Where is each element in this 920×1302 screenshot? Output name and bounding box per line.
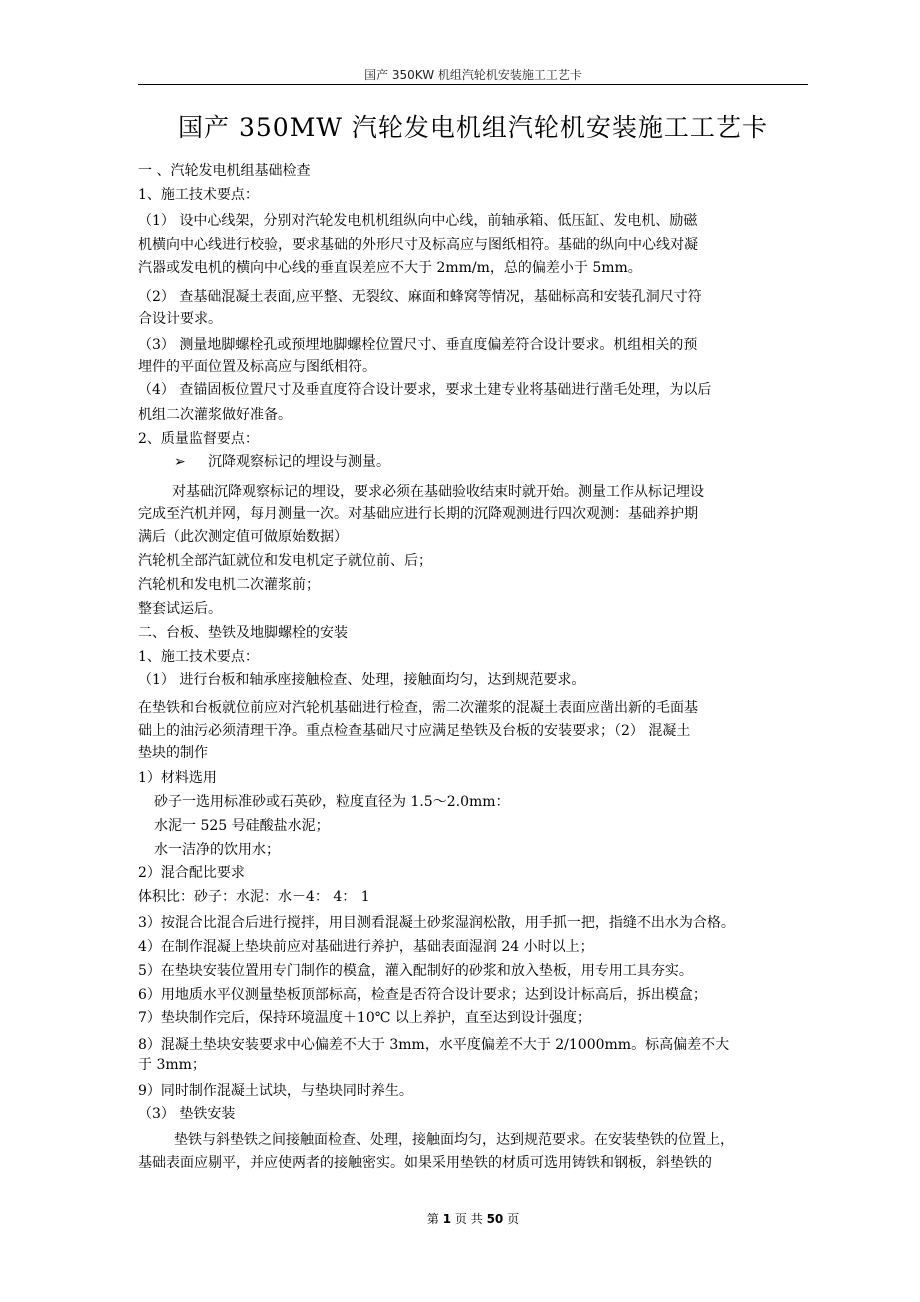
paragraph-line: （3） 测量地脚螺栓孔或预埋地脚螺栓位置尺寸、垂直度偏差符合设计要求。机组相关的预: [138, 337, 698, 353]
footer-prefix: 第: [426, 1212, 439, 1226]
paragraph-line: 在垫铁和台板就位前应对汽轮机基础进行检查，需二次灌浆的混凝土表面应凿出新的毛面基: [138, 700, 698, 716]
paragraph-line: 体积比：砂子：水泥：水－4： 4： 1: [138, 889, 370, 905]
list-item: [138, 1008, 591, 1028]
section-heading: 二、台板、垫铁及地脚螺栓的安装: [138, 625, 348, 641]
page-footer: [138, 1210, 808, 1227]
running-header: 国产 350KW 机组汽轮机安装施工工艺卡: [364, 68, 582, 82]
subsection-heading: 1、施工技术要点：: [138, 187, 259, 203]
paragraph-line: （1） 进行台板和轴承座接触检查、处理，接触面均匀，达到规范要求。: [138, 672, 586, 688]
footer-middle: 页 共: [454, 1212, 483, 1226]
paragraph-line: （2） 查基础混凝土表面,应平整、无裂纹、麻面和蜂窝等情况，基础标高和安装孔洞尺寸符: [138, 289, 702, 305]
paragraph-line: 满后（此次测定值可做原始数据）: [138, 529, 348, 545]
list-heading: 1）材料选用: [138, 770, 217, 786]
paragraph-line: 汽轮机全部汽缸就位和发电机定子就位前、后；: [138, 553, 432, 569]
paragraph-line: 垫块的制作: [138, 745, 208, 761]
list-item: 3）按混合比混合后进行搅拌，用目测看混凝土砂浆湿润松散，用手抓一把，指缝不出水为合格。: [138, 915, 735, 931]
paragraph-line: 基础表面应剔平，并应使两者的接触密实。如果采用垫铁的材质可选用铸铁和钢板，斜垫铁的: [138, 1155, 712, 1171]
paragraph-line: 整套试运后。: [138, 601, 222, 617]
footer-suffix: 页: [507, 1212, 520, 1226]
paragraph-line: 对基础沉降观察标记的埋设，要求必须在基础验收结束时就开始。测量工作从标记埋设: [172, 484, 704, 500]
section-heading: 一 、汽轮发电机组基础检查: [138, 163, 311, 179]
paragraph-line: 机组二次灌浆做好准备。: [138, 407, 292, 423]
paragraph-line: （1） 设中心线架，分别对汽轮发电机机组纵向中心线，前轴承箱、低压缸、发电机、励磁: [138, 213, 698, 229]
subsection-heading: 1、施工技术要点：: [138, 649, 259, 665]
paragraph-line: 合设计要求。: [138, 311, 222, 327]
header-rule: [138, 84, 808, 85]
paragraph-line: 垫铁与斜垫铁之间接触面检查、处理，接触面均匀，达到规范要求。在安装垫铁的位置上，: [174, 1132, 734, 1148]
subsection-heading: （3） 垫铁安装: [138, 1106, 236, 1122]
paragraph-line: 汽器或发电机的横向中心线的垂直误差应不大于 2mm/m，总的偏差小于 5mm。: [138, 260, 642, 276]
list-item: 水泥一 525 号硅酸盐水泥；: [154, 818, 330, 834]
arrow-bullet-icon: ➢: [174, 454, 186, 470]
footer-page-number: 1: [442, 1212, 452, 1226]
list-item: 5）在垫块安装位置用专门制作的模盒，灌入配制好的砂浆和放入垫板，用专用工具夯实。: [138, 963, 693, 979]
list-item: 4）在制作混凝上垫块前应对基础进行养护，基础表面湿润 24 小时以上；: [138, 939, 594, 955]
list-heading: 2）混合配比要求: [138, 865, 245, 881]
list-item: 8）混凝土垫块安装要求中心偏差不大于 3mm，水平度偏差不大于 2/1000mm。标高偏差不大: [138, 1037, 730, 1053]
list-item: 9）同时制作混凝土试块，与垫块同时养生。: [138, 1083, 413, 1099]
bullet-text: 沉降观察标记的埋设与测量。: [208, 454, 390, 470]
paragraph-line: 机横向中心线进行校验，要求基础的外形尺寸及标高应与图纸相符。基础的纵向中心线对凝: [138, 237, 698, 253]
paragraph-line: 础上的油污必须清理干净。重点检查基础尺寸应满足垫铁及台板的安装要求；（2） 混凝土: [138, 723, 691, 739]
list-item: 6）用地质水平仪测量垫板顶部标高，检查是否符合设计要求；达到设计标高后，拆出模盒；: [138, 987, 707, 1003]
list-item: 砂子一选用标准砂或石英砂，粒度直径为 1.5～2.0mm：: [154, 794, 510, 810]
paragraph-line: 完成至汽机并网，每月测量一次。对基础应进行长期的沉降观测进行四次观测：基础养护期: [138, 506, 698, 522]
paragraph-line: 埋件的平面位置及标高应与图纸相符。: [138, 359, 376, 375]
list-item-text: 7）垫块制作完后，保持环境温度＋10: [138, 1010, 375, 1026]
list-item: 于 3mm；: [138, 1057, 206, 1073]
list-item-text-cont: ℃ 以上养护，直至达到设计强度；: [374, 1010, 591, 1026]
paragraph-line: 汽轮机和发电机二次灌浆前；: [138, 577, 320, 593]
document-title: 国产 350MW 汽轮发电机组汽轮机安装施工工艺卡: [178, 113, 768, 142]
subsection-heading: 2、质量监督要点：: [138, 431, 259, 447]
paragraph-line: （4） 查锚固板位置尺寸及垂直度符合设计要求，要求土建专业将基础进行凿毛处理，为以后: [138, 382, 712, 398]
bullet-item: [174, 452, 390, 472]
list-item: 水一洁净的饮用水；: [154, 842, 280, 858]
footer-total-pages: 50: [486, 1212, 504, 1226]
